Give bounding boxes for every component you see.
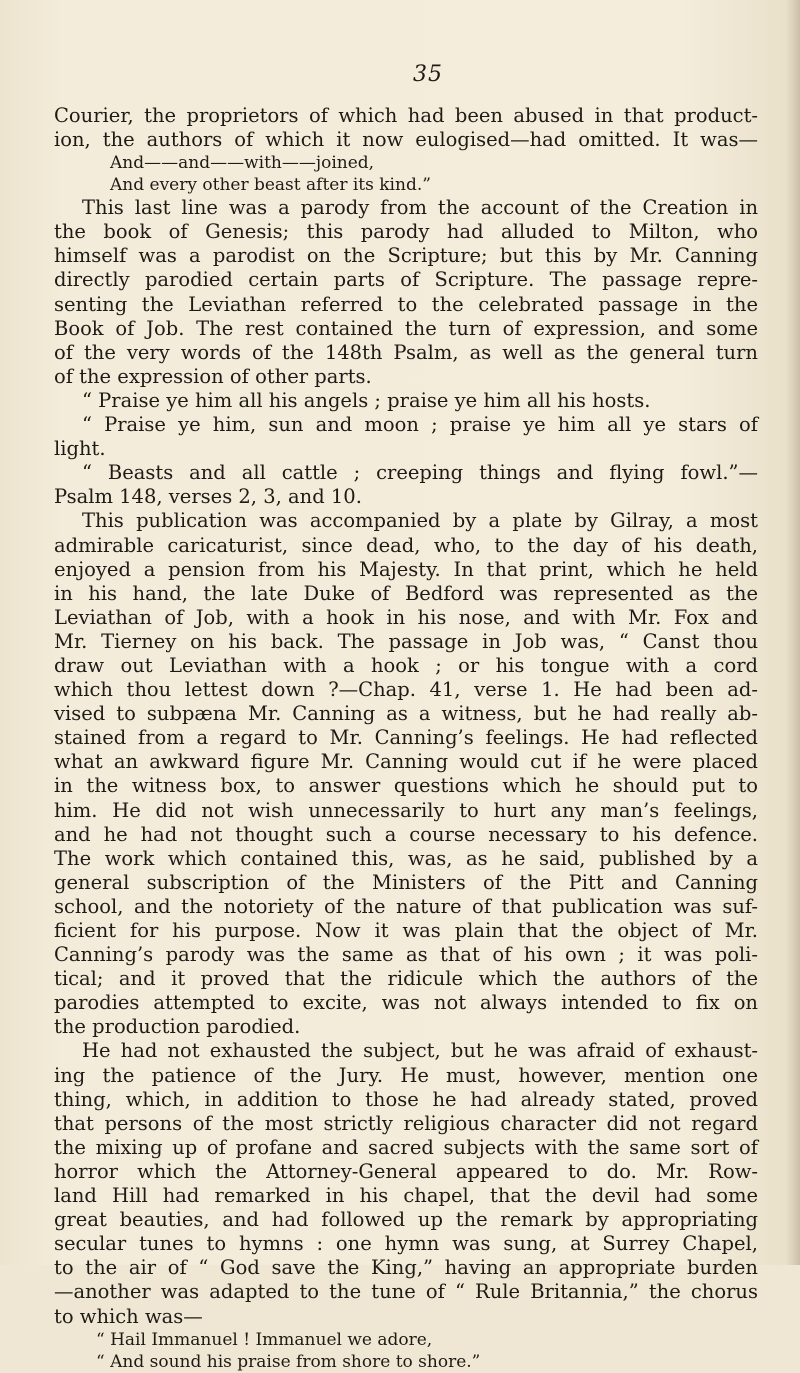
text-line: Courier, the proprietors of which had been abused in that product-	[54, 104, 758, 127]
text-line: to the air of “ God save the King,” having an appropriate burden	[54, 1256, 758, 1280]
text-line: He had not exhausted the subject, but he was afraid of exhaust-	[82, 1039, 758, 1063]
text-line: “ Praise ye him all his angels ; praise ye him all his hosts.	[82, 388, 651, 412]
text-line: Canning’s parody was the same as that of his own ; it was poli-	[54, 943, 758, 967]
text-line: senting the Leviathan referred to the celebrated passage in the	[54, 292, 758, 316]
text-line: of the very words of the 148th Psalm, as well as the general turn	[54, 340, 758, 364]
text-line: the production parodied.	[54, 1015, 301, 1039]
page-edge-shadow	[786, 0, 800, 1265]
text-line: Leviathan of Job, with a hook in his nose, and with Mr. Fox and	[54, 605, 758, 629]
text-line: great beauties, and had followed up the remark by appropriating	[54, 1208, 758, 1232]
text-line: Psalm 148, verses 2, 3, and 10.	[54, 485, 362, 509]
text-line: admirable caricaturist, since dead, who, to the day of his death,	[54, 533, 758, 557]
text-line: draw out Leviathan with a hook ; or his tongue with a cord	[54, 653, 758, 677]
body-text	[54, 104, 758, 1373]
text-line: light.	[54, 437, 106, 461]
text-line: which thou lettest down ?—Chap. 41, verse 1. He had been ad-	[54, 678, 758, 702]
text-line: himself was a parodist on the Scripture; but this by Mr. Canning	[54, 244, 758, 268]
text-line: school, and the notoriety of the nature of that publication was suf-	[54, 894, 758, 918]
text-line: what an awkward figure Mr. Canning would cut if he were placed	[54, 750, 758, 774]
text-line: Mr. Tierney on his back. The passage in Job was, “ Canst thou	[54, 629, 758, 653]
text-line: and he had not thought such a course necessary to his defence.	[54, 822, 758, 846]
page-number	[0, 62, 800, 87]
text-line: that persons of the most strictly religious character did not regard	[54, 1111, 758, 1135]
text-line: enjoyed a pension from his Majesty. In that print, which he held	[54, 557, 758, 581]
text-line: This publication was accompanied by a plate by Gilray, a most	[82, 509, 758, 533]
text-line: the mixing up of profane and sacred subjects with the same sort of	[54, 1135, 758, 1159]
text-line: “ Beasts and all cattle ; creeping things and flying fowl.”—	[82, 461, 758, 485]
text-line: ion, the authors of which it now eulogised—had omitted. It was—	[54, 128, 758, 152]
text-line: of the expression of other parts.	[54, 364, 372, 388]
quoted-verse-line: And——and——with——joined,	[110, 153, 375, 174]
text-line: land Hill had remarked in his chapel, that the devil had some	[54, 1184, 758, 1208]
text-line: vised to subpæna Mr. Canning as a witness, but he had really ab-	[54, 702, 758, 726]
text-line: him. He did not wish unnecessarily to hurt any man’s feelings,	[54, 798, 758, 822]
text-line: secular tunes to hymns : one hymn was sung, at Surrey Chapel,	[54, 1232, 758, 1256]
text-line: “ Praise ye him, sun and moon ; praise ye him all ye stars of	[82, 413, 758, 437]
text-line: stained from a regard to Mr. Canning’s feelings. He had reflected	[54, 726, 758, 750]
quoted-verse-line: “ Hail Immanuel ! Immanuel we adore,	[96, 1329, 433, 1350]
quoted-verse-line: “ And sound his praise from shore to shore.”	[96, 1351, 481, 1372]
text-line: the book of Genesis; this parody had alluded to Milton, who	[54, 220, 758, 244]
text-line: in his hand, the late Duke of Bedford was represented as the	[54, 581, 758, 605]
text-line: Book of Job. The rest contained the turn of expression, and some	[54, 316, 758, 340]
text-line: to which was—	[54, 1304, 203, 1328]
text-line: —another was adapted to the tune of “ Rule Britannia,” the chorus	[54, 1280, 758, 1304]
text-line: horror which the Attorney-General appeared to do. Mr. Row-	[54, 1159, 758, 1183]
text-line: parodies attempted to excite, was not always intended to fix on	[54, 991, 758, 1015]
text-line: thing, which, in addition to those he had already stated, proved	[54, 1087, 758, 1111]
text-line: in the witness box, to answer questions which he should put to	[54, 774, 758, 798]
text-line: ing the patience of the Jury. He must, however, mention one	[54, 1063, 758, 1087]
text-line: general subscription of the Ministers of the Pitt and Canning	[54, 870, 758, 894]
text-line: The work which contained this, was, as he said, published by a	[54, 846, 758, 870]
text-line: directly parodied certain parts of Scripture. The passage repre-	[54, 268, 758, 292]
text-line: ficient for his purpose. Now it was plain that the object of Mr.	[54, 919, 758, 942]
text-line: tical; and it proved that the ridicule which the authors of the	[54, 967, 758, 991]
quoted-verse-line: And every other beast after its kind.”	[110, 175, 431, 196]
page-number-text: 35	[413, 62, 443, 87]
text-line: This last line was a parody from the account of the Creation in	[82, 196, 758, 220]
